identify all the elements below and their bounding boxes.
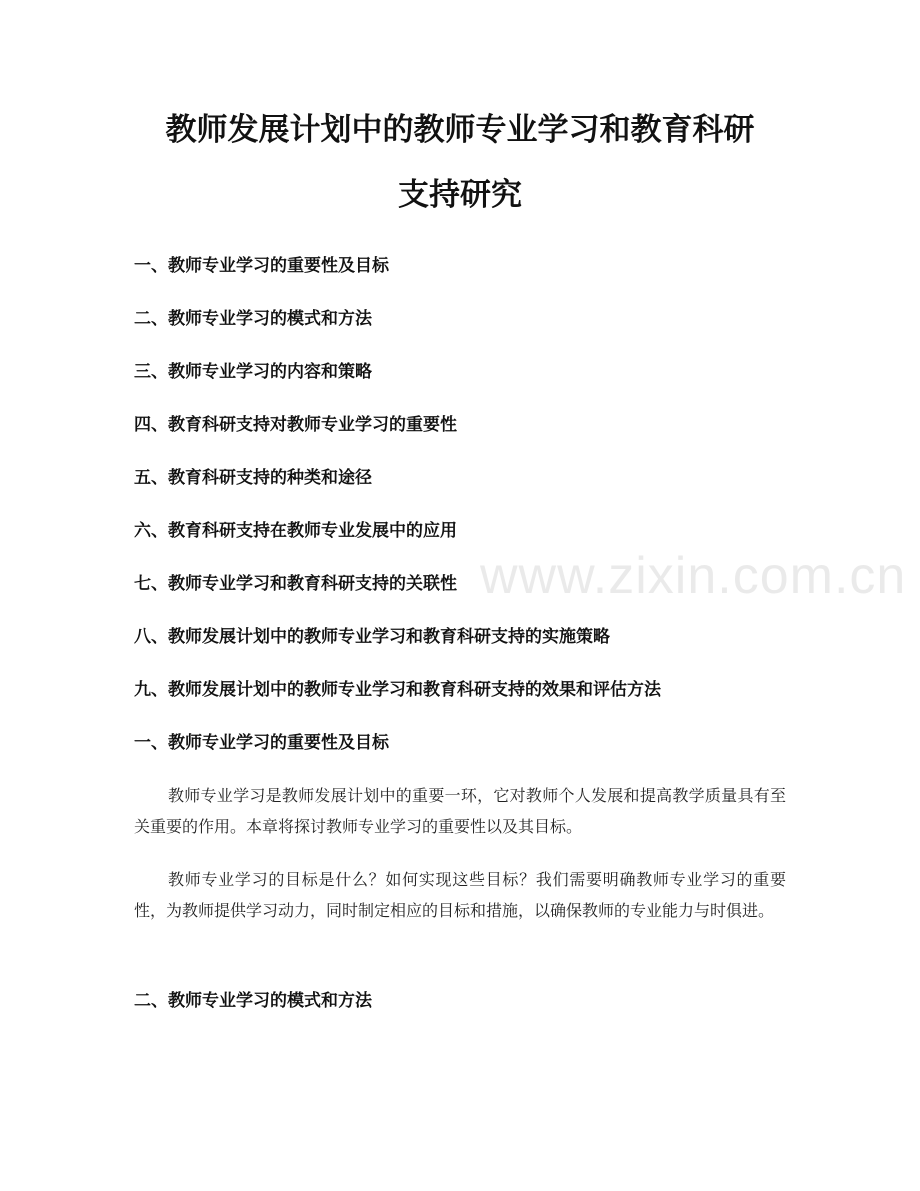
toc-item-7: 七、教师专业学习和教育科研支持的关联性 (134, 574, 457, 594)
toc-item-4: 四、教育科研支持对教师专业学习的重要性 (134, 415, 457, 435)
toc-item-3: 三、教师专业学习的内容和策略 (134, 362, 372, 382)
watermark: www.zixin.com.cn (480, 547, 907, 605)
section-1-paragraph-2: 教师专业学习的目标是什么？如何实现这些目标？我们需要明确教师专业学习的重要性，为教师提供学习动力，同时制定相应的目标和措施，以确保教师的专业能力与时俱进。 (134, 870, 786, 920)
section-1-paragraph-1: 教师专业学习是教师发展计划中的重要一环，它对教师个人发展和提高教学质量具有至关重要的作用。本章将探讨教师专业学习的重要性以及其目标。 (134, 786, 786, 836)
toc-item-1: 一、教师专业学习的重要性及目标 (134, 256, 389, 276)
section-1-heading: 一、教师专业学习的重要性及目标 (134, 733, 389, 753)
toc-item-6: 六、教育科研支持在教师专业发展中的应用 (134, 521, 457, 541)
document-title-line-1: 教师发展计划中的教师专业学习和教育科研 (165, 112, 755, 148)
toc-item-5: 五、教育科研支持的种类和途径 (134, 468, 372, 488)
toc-item-8: 八、教师发展计划中的教师专业学习和教育科研支持的实施策略 (134, 627, 610, 647)
toc-item-9: 九、教师发展计划中的教师专业学习和教育科研支持的效果和评估方法 (134, 680, 661, 700)
document-title-line-2: 支持研究 (398, 177, 522, 213)
toc-item-2: 二、教师专业学习的模式和方法 (134, 309, 372, 329)
section-2-heading: 二、教师专业学习的模式和方法 (134, 991, 372, 1011)
